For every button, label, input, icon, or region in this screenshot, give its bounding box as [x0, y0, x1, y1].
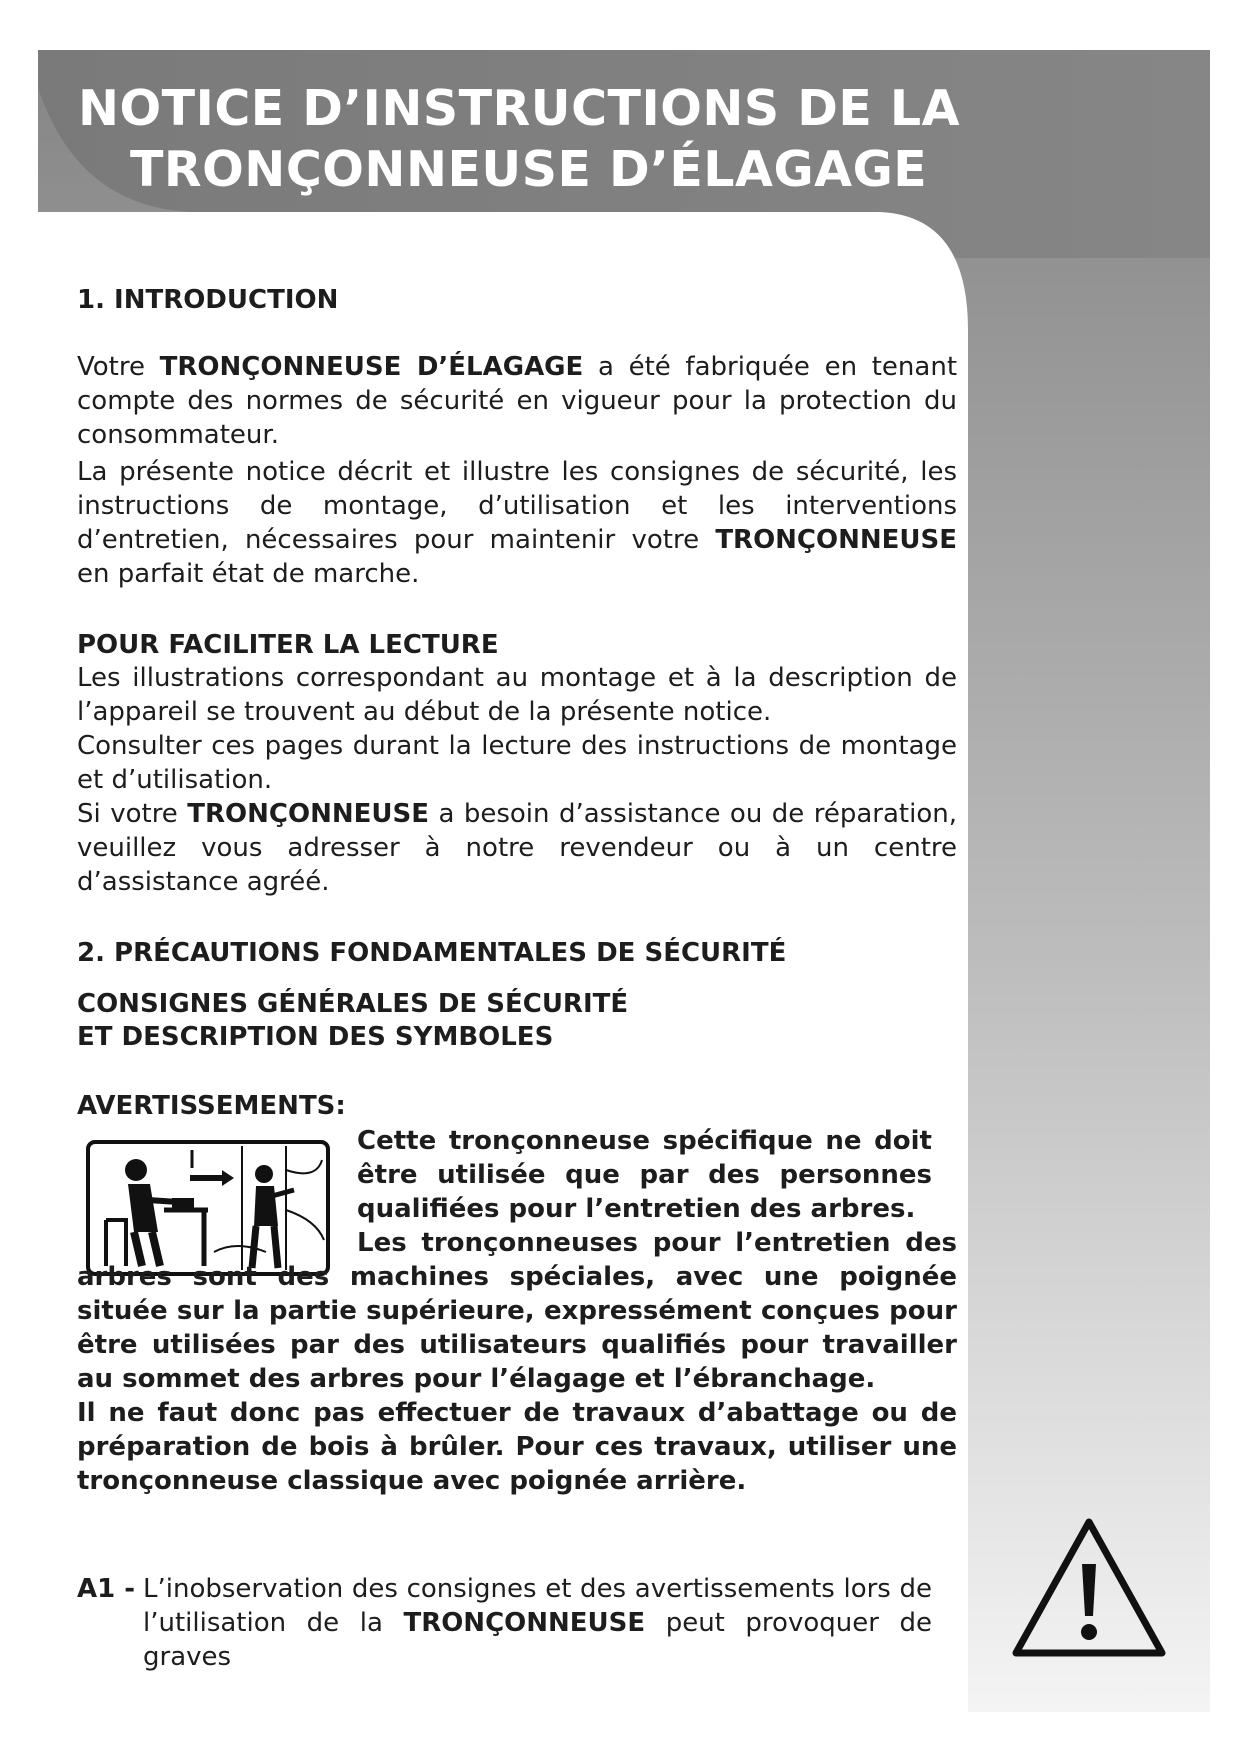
emphasis: TRONÇONNEUSE	[187, 799, 429, 829]
page-title	[78, 78, 960, 200]
warning-a1	[77, 1572, 932, 1674]
text: Votre	[77, 352, 160, 382]
text: a été fabriquée en tenant compte des normes de sécurité en vigueur pour la protection du consommateur.	[77, 352, 958, 450]
intro-paragraph-1	[77, 350, 957, 452]
text: a besoin d’assistance ou de réparation, veuillez vous adresser à notre revendeur ou à un centre d’assistance agréé.	[77, 799, 957, 897]
reading-paragraph-2: Consulter ces pages durant la lecture des instructions de montage et d’utilisation.	[77, 731, 957, 795]
warnings-heading: AVERTISSEMENTS:	[77, 1091, 346, 1121]
emphasis: TRONÇONNEUSE	[403, 1608, 646, 1638]
subheading-line-1: CONSIGNES GÉNÉRALES DE SÉCURITÉ	[77, 989, 629, 1019]
a1-text	[143, 1572, 932, 1674]
text: Si votre	[77, 799, 188, 829]
a1-label: A1 -	[77, 1574, 136, 1604]
text: en parfait état de marche.	[77, 559, 420, 589]
reading-heading: POUR FACILITER LA LECTURE	[77, 630, 499, 660]
reading-paragraph-1: Les illustrations correspondant au montage et à la description de l’appareil se trouvent au début de la présente notice.	[77, 663, 957, 727]
warning-paragraph-3: Il ne faut donc pas effectuer de travaux d’abattage ou de préparation de bois à brûler. Pour ces travaux, utiliser une tronçonneuse classique avec poignée arrière.	[77, 1398, 957, 1496]
emphasis: TRONÇONNEUSE	[715, 525, 957, 555]
reading-paragraph-3	[77, 797, 957, 899]
warning-paragraph-1: Cette tronçonneuse spécifique ne doit être utilisée que par des personnes qualifiées pour l’entretien des arbres.	[357, 1126, 932, 1224]
section-1-heading: 1. INTRODUCTION	[77, 285, 339, 315]
text: peut provoquer de graves	[143, 1608, 932, 1672]
title-line-1: NOTICE D’INSTRUCTIONS DE LA	[78, 80, 961, 137]
title-line-2: TRONÇONNEUSE D’ÉLAGAGE	[130, 141, 928, 198]
emphasis: TRONÇONNEUSE D’ÉLAGAGE	[159, 352, 584, 382]
intro-paragraph-2	[77, 455, 957, 591]
text: L’inobservation des consignes et des avertissements lors de l’utilisation de la	[143, 1574, 932, 1638]
warning-triangle-icon	[1010, 1516, 1168, 1659]
text: La présente notice décrit et illustre les consignes de sécurité, les instructions de montage, d’utilisation et les interventions d’entretien, nécessaires pour maintenir votre	[77, 457, 957, 555]
section-2-subheading	[77, 988, 628, 1054]
section-2-heading: 2. PRÉCAUTIONS FONDAMENTALES DE SÉCURITÉ	[77, 938, 787, 968]
warning-paragraph-2: Les tronçonneuses pour l’entretien des arbres sont des machines spéciales, avec une poignée située sur la partie supérieure, expressément conçues pour être utilisées par des utilisateurs qualifiés pour travailler au sommet des arbres pour l’élagage et l’ébranchage.	[77, 1228, 957, 1394]
subheading-line-2: ET DESCRIPTION DES SYMBOLES	[77, 1022, 554, 1052]
warning-block-top	[357, 1124, 932, 1226]
warning-block-bottom	[77, 1226, 957, 1498]
